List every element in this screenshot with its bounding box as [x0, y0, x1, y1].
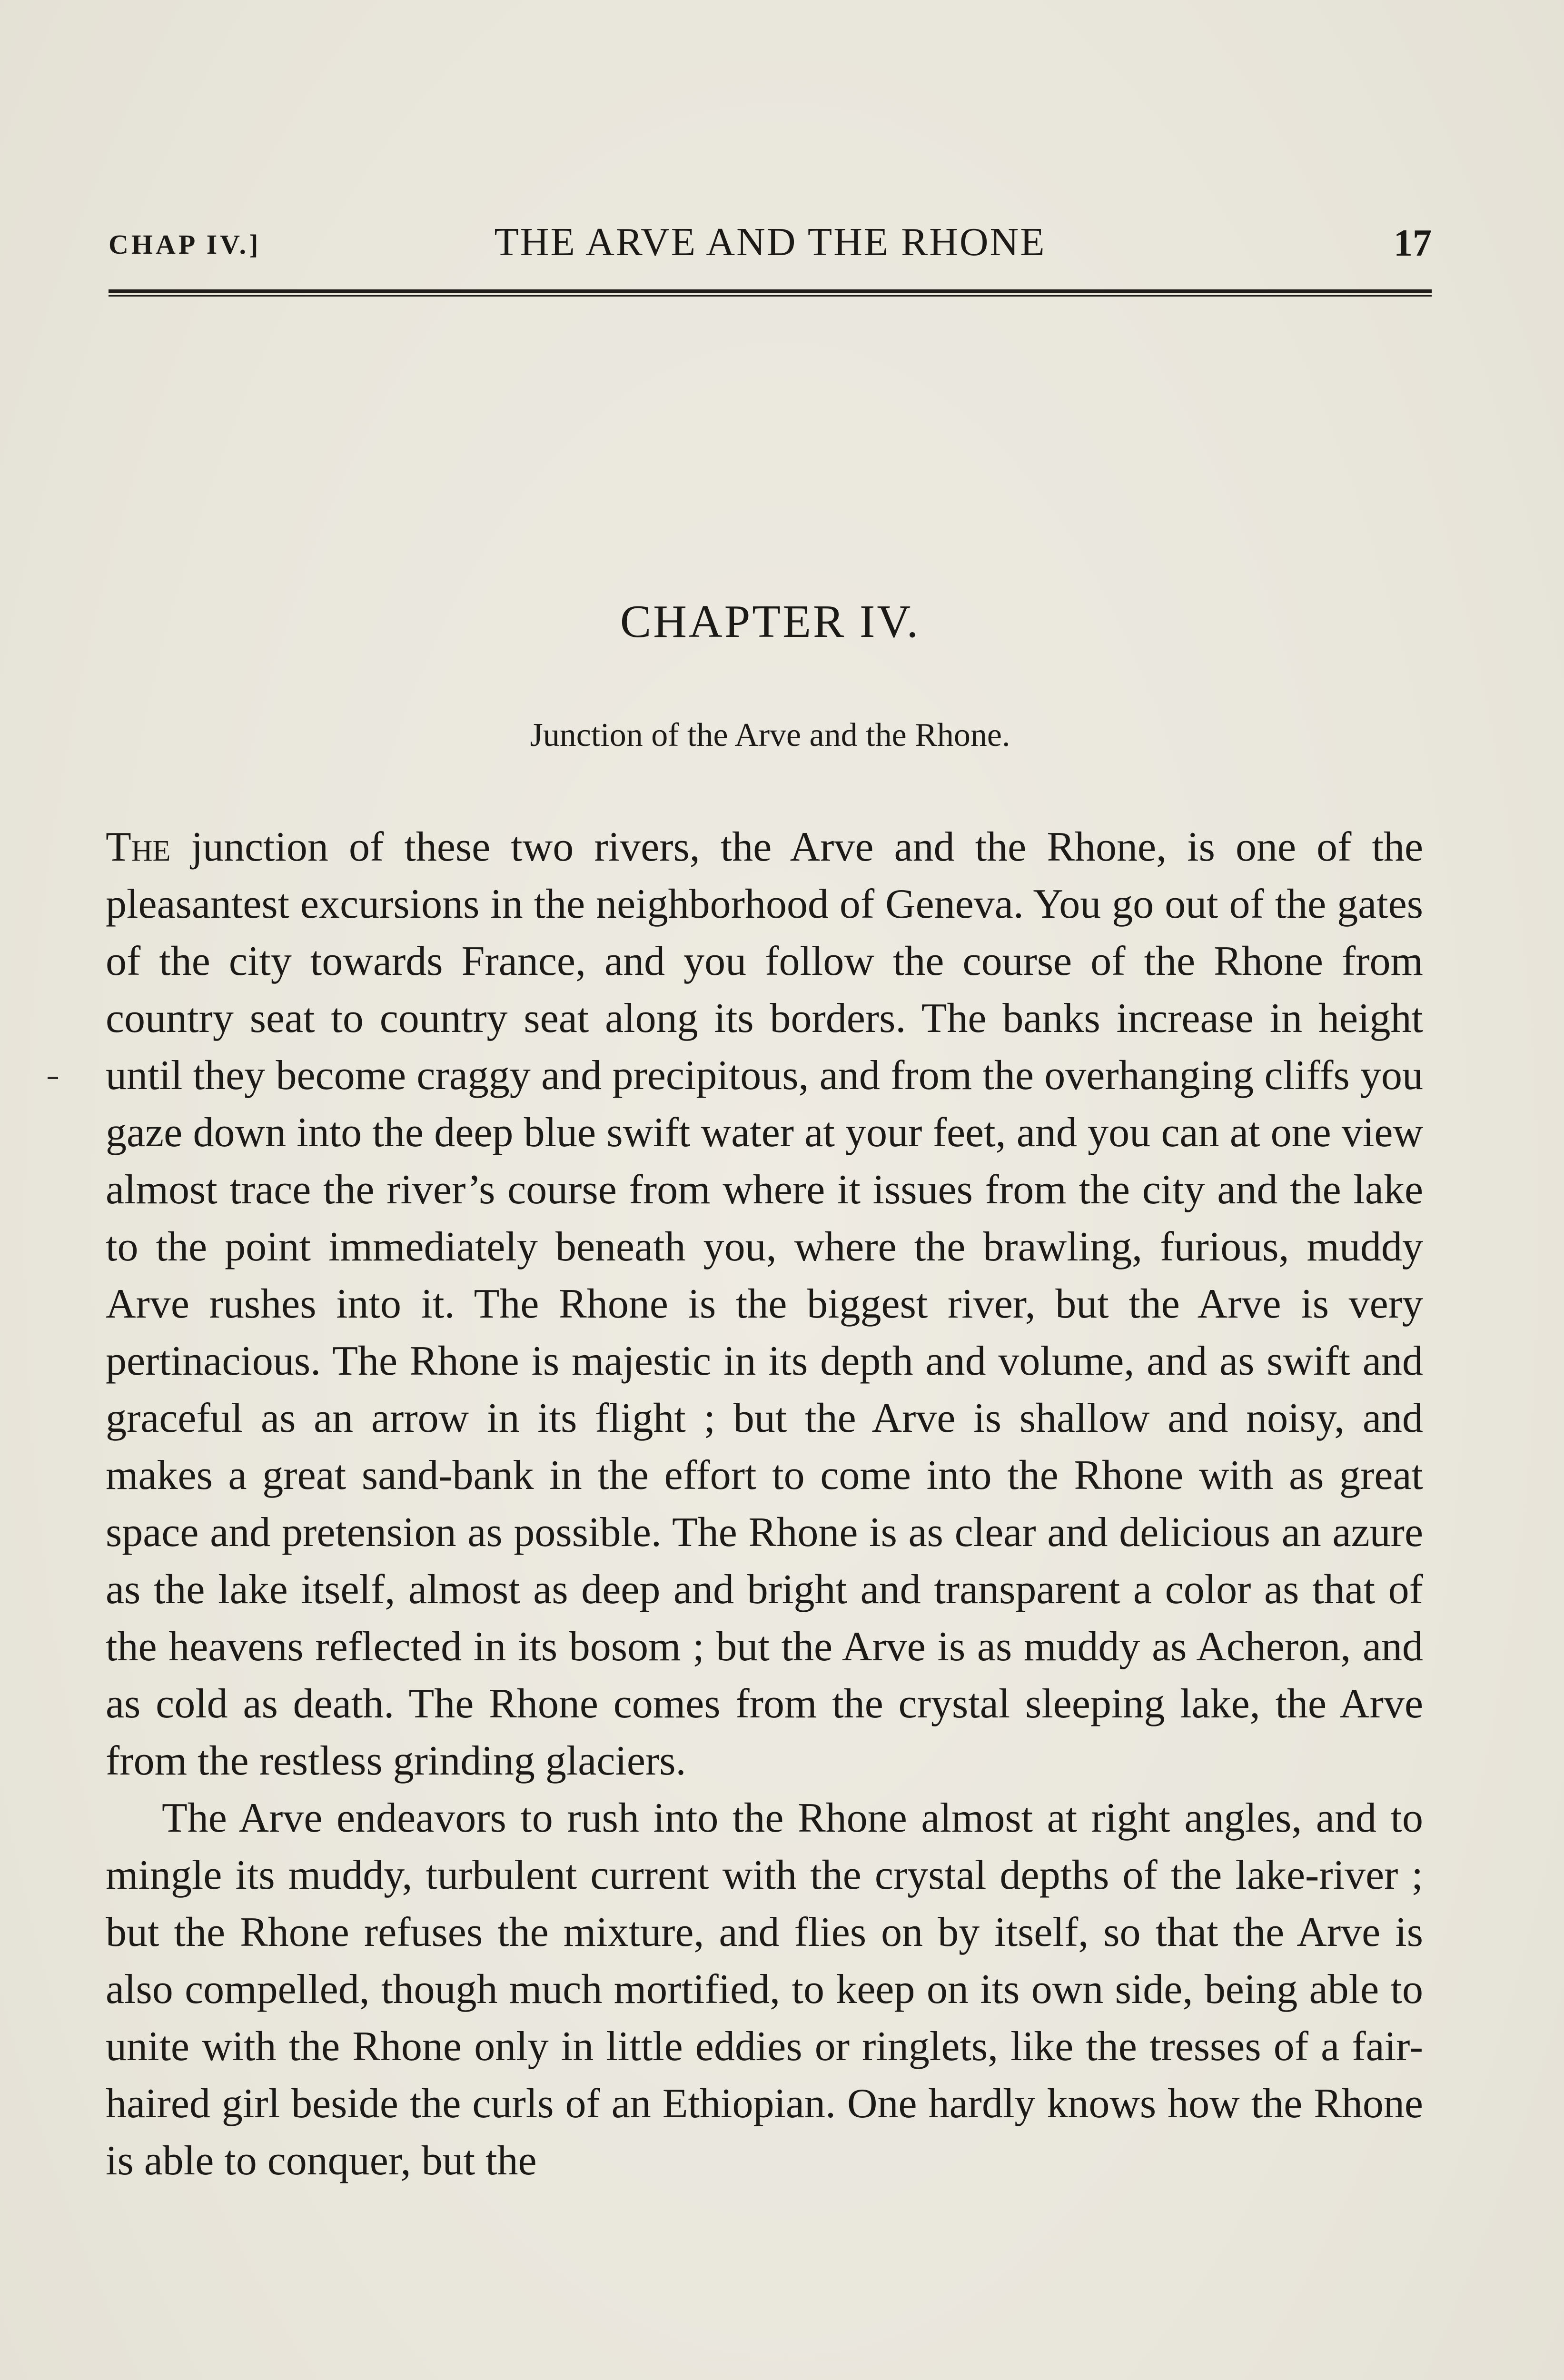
chapter-subtitle: Junction of the Arve and the Rhone.	[530, 717, 1010, 754]
paragraph-1-text: junction of these two rivers, the Arve and the Rhone, is one of the pleasantest excursions in the neighborhood of Geneva. You go out of the gates of the city towards France, and you follow the course of the Rhone from country seat to country seat along its borders. The banks increase in height until they become craggy and precipitous, and from the overhanging cliffs you gaze down into the deep blue swift water at your feet, and you can at one view almost trace the river’s course from where it issues from the city and the lake to the point immediately beneath you, where the brawling, furious, muddy Arve rushes into it. The Rhone is the biggest river, but the Arve is very pertinacious. The Rhone is majestic in its depth and volume, and as swift and graceful as an arrow in its flight ; but the Arve is shallow and noisy, and makes a great sand-bank in the effort to come into the Rhone with as great space and pretension as possible. The Rhone is as clear and delicious an azure as the lake itself, almost as deep and bright and transparent a color as that of the heavens reflected in its bosom ; but the Arve is as muddy as Acheron, and as cold as death. The Rhone comes from the crystal sleeping lake, the Arve from the restless grinding glaciers.	[106, 824, 1423, 1784]
lead-word: The	[106, 824, 171, 870]
running-head	[109, 219, 1432, 276]
paragraph-2-text: The Arve endeavors to rush into the Rhone almost at right angles, and to mingle its muddy, turbulent current with the crystal depths of the lake-river ; but the Rhone refuses the mixture, and flies on by itself, so that the Arve is also compelled, though much mortified, to keep on its own side, being able to unite with the Rhone only in little eddies or ringlets, like the tresses of a fair-haired girl beside the curls of an Ethiopian. One hardly knows how the Rhone is able to conquer, but the	[106, 1795, 1423, 2184]
margin-mark	[48, 1077, 58, 1079]
paragraph-2	[106, 1790, 1423, 2190]
body-text	[106, 819, 1423, 2190]
chapter-title: CHAPTER IV.	[620, 596, 921, 647]
header-rule	[109, 289, 1432, 297]
running-head-chapter: CHAP IV.]	[109, 229, 261, 260]
running-head-title: THE ARVE AND THE RHONE	[494, 220, 1046, 264]
page-number: 17	[1394, 222, 1432, 264]
paragraph-1	[106, 819, 1423, 1790]
